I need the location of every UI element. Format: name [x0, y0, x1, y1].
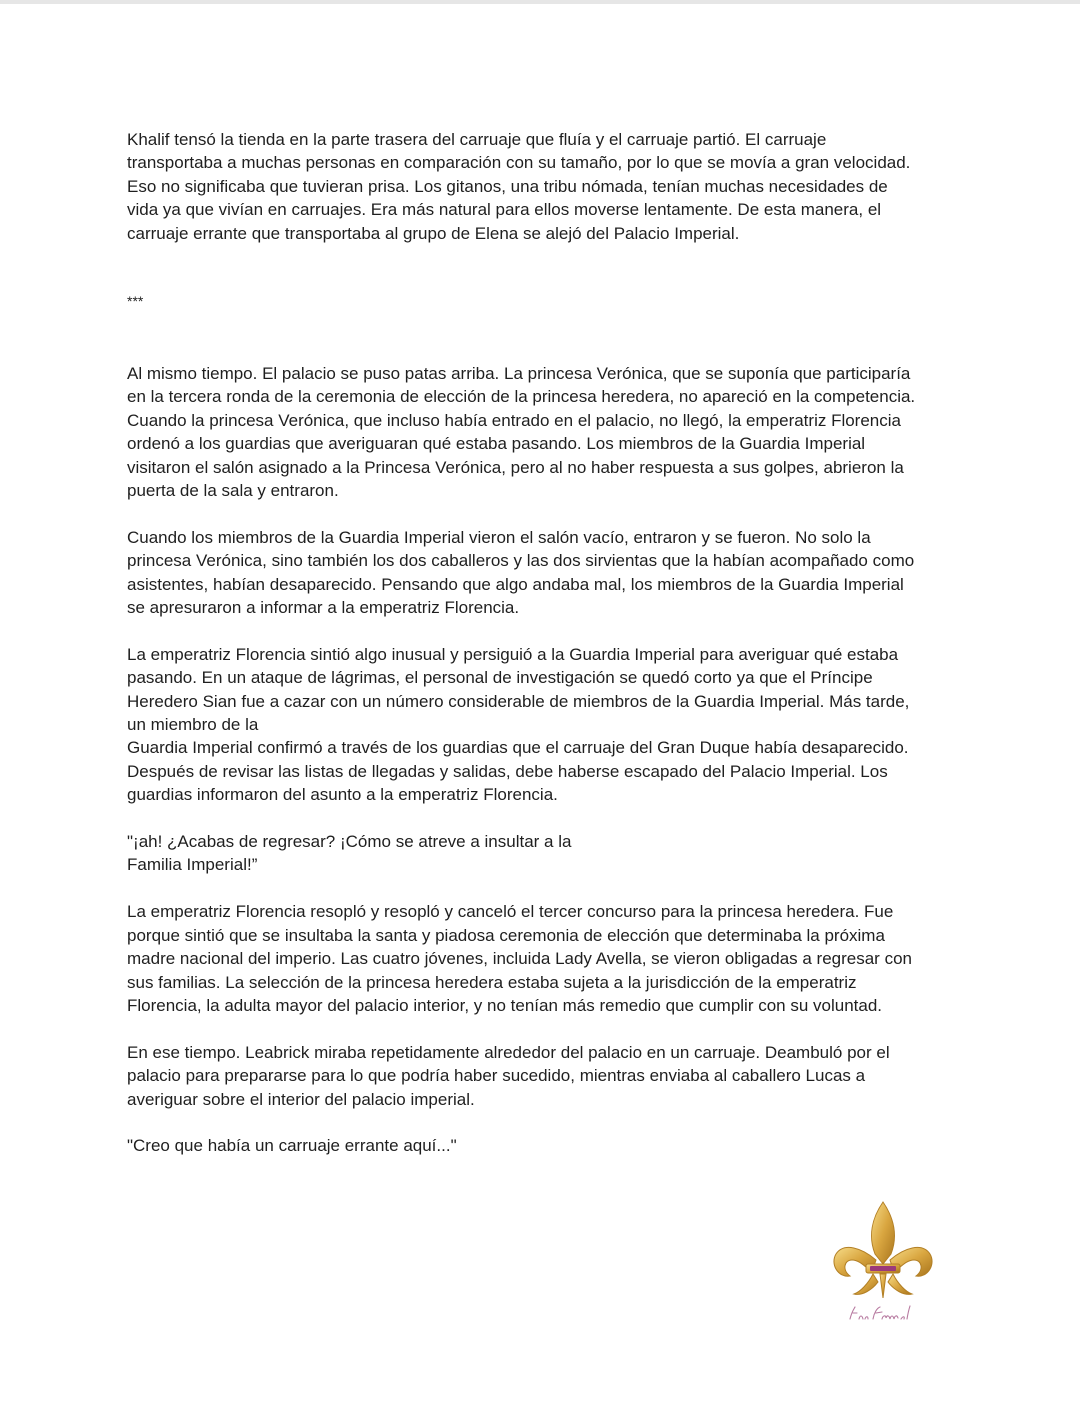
paragraph-6: La emperatriz Florencia resopló y resopló y canceló el tercer concurso para la princesa heredera. Fue porque sintió que se insultaba la santa y piadosa ceremonia de elección que determinaba la próxima madre nacional del imperio. Las cuatro jóvenes, incluida Lady Avella, se vieron obligadas a regresar con sus familias. La selección de la princesa heredera estaba sujeta a la jurisdicción de la emperatriz Florencia, la adulta mayor del palacio interior, y no tenían más remedio que cumplir con su voluntad. [127, 902, 912, 1015]
signature [846, 1303, 926, 1325]
paragraph-4: La emperatriz Florencia sintió algo inusual y persiguió a la Guardia Imperial para averiguar qué estaba pasando. En un ataque de lágrimas, el personal de investigación se quedó corto ya que el Príncipe Heredero Sian fue a cazar con un número considerable de miembros de la Guardia Imperial. Más tarde, un miembro de la Guardia Imperial confirmó a través de los guardias que el carruaje del Gran Duque había desaparecido. Después de revisar las listas de llegadas y salidas, debe haberse escapado del Palacio Imperial. Los guardias informaron del asunto a la emperatriz Florencia. [127, 644, 910, 805]
paragraph-5: "¡ah! ¿Acabas de regresar? ¡Cómo se atreve a insultar a la Familia Imperial!” [127, 832, 572, 875]
paragraph-1: Khalif tensó la tienda en la parte trasera del carruaje que fluía y el carruaje partió. El carruaje transportaba a muchas personas en comparación con su tamaño, por lo que se movía a gran velocidad. Eso no significaba que tuvieran prisa. Los gitanos, una tribu nómada, tenían muchas necesidades de vida ya que vivían en carruajes. Era más natural para ellos moverse lentamente. De esta manera, el carruaje errante que transportaba al grupo de Elena se alejó del Palacio Imperial. [127, 130, 911, 243]
document-body-continued [127, 362, 957, 1181]
section-separator: *** [127, 293, 144, 309]
paragraph-2: Al mismo tiempo. El palacio se puso patas arriba. La princesa Verónica, que se suponía que participaría en la tercera ronda de la ceremonia de elección de la princesa heredera, no apareció en la competencia. Cuando la princesa Verónica, que incluso había entrado en el palacio, no llegó, la emperatriz Florencia ordenó a los guardias que averiguaran qué estaba pasando. Los miembros de la Guardia Imperial visitaron el salón asignado a la Princesa Verónica, pero al no haber respuesta a sus golpes, abrieron la puerta de la sala y entraron. [127, 364, 916, 501]
paragraph-7: En ese tiempo. Leabrick miraba repetidamente alrededor del palacio en un carruaje. Deambuló por el palacio para prepararse para lo que podría haber sucedido, mientras enviaba al caballero Lucas a averiguar sobre el interior del palacio imperial. [127, 1042, 890, 1109]
paragraph-3: Cuando los miembros de la Guardia Imperial vieron el salón vacío, entraron y se fueron. No solo la princesa Verónica, sino también los dos caballeros y las dos sirvientas que la habían acompañado como asistentes, habían desaparecido. Pensando que algo andaba mal, los miembros de la Guardia Imperial se apresuraron a informar a la emperatriz Florencia. [127, 527, 915, 618]
top-border [0, 0, 1080, 4]
document-body [127, 128, 957, 245]
paragraph-8: "Creo que había un carruaje errante aquí..." [127, 1136, 457, 1156]
